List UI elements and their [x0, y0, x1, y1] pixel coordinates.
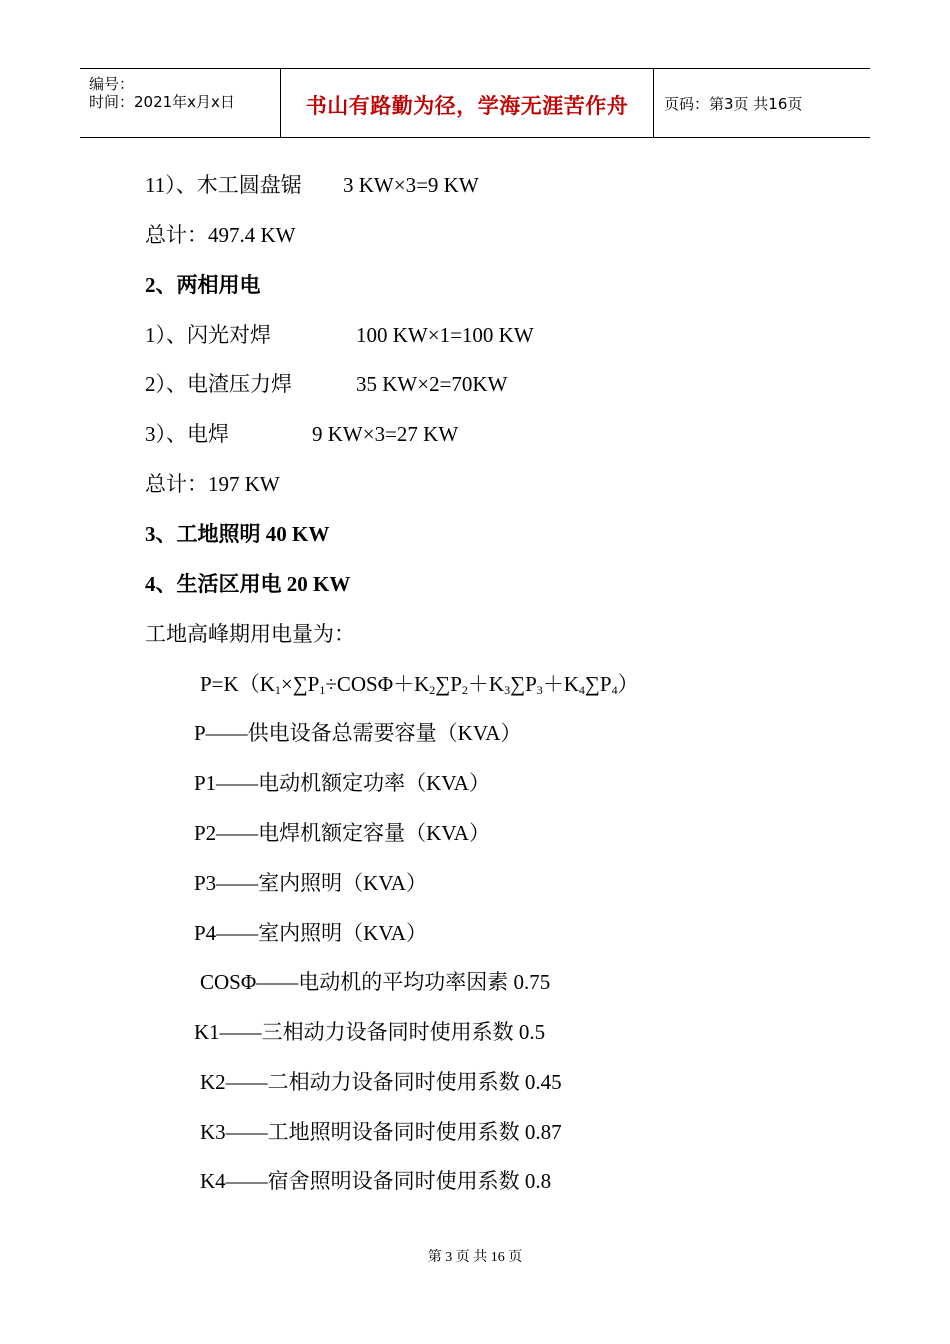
definition-line: K1——三相动力设备同时使用系数 0.5: [194, 1020, 546, 1044]
item-name: 1）、闪光对焊: [145, 323, 271, 347]
definition-line: K4——宿舍照明设备同时使用系数 0.8: [200, 1169, 552, 1193]
formula-part: ＋K: [542, 672, 579, 696]
formula-subscript: 4: [611, 683, 618, 697]
document-date-label: 时间：2021年x月x日: [89, 93, 235, 111]
item-value: 100 KW×1=100 KW: [356, 323, 534, 347]
formula-part: ×∑P: [280, 672, 320, 696]
definition-line: K3——工地照明设备同时使用系数 0.87: [200, 1120, 562, 1144]
item-value: 3 KW×3=9 KW: [343, 173, 479, 197]
formula-intro: 工地高峰期用电量为：: [145, 622, 355, 646]
formula-subscript: 2: [461, 683, 468, 697]
section-heading: 3、工地照明 40 KW: [145, 522, 330, 546]
formula-subscript: 1: [274, 683, 281, 697]
formula-subscript: 2: [429, 683, 436, 697]
peak-load-formula: [200, 671, 639, 703]
definition-line: P4——室内照明（KVA）: [194, 921, 427, 945]
definition-line: P1——电动机额定功率（KVA）: [194, 771, 490, 795]
header-meta-cell: [80, 69, 281, 137]
definition-line: K2——二相动力设备同时使用系数 0.45: [200, 1070, 562, 1094]
formula-subscript: 3: [504, 683, 511, 697]
formula-part: ÷COSΦ＋K: [325, 672, 430, 696]
definition-line: COSΦ——电动机的平均功率因素 0.75: [200, 970, 551, 994]
definition-line: P——供电设备总需要容量（KVA）: [194, 721, 522, 745]
formula-subscript: 1: [319, 683, 326, 697]
formula-part: ＋K: [467, 672, 505, 696]
item-name: 3）、电焊: [145, 422, 229, 446]
header-motto: 书山有路勤为径，学海无涯苦作舟: [305, 94, 629, 118]
formula-part: ∑P: [584, 672, 612, 696]
item-name: 11）、木工圆盘锯: [145, 173, 302, 197]
formula-subscript: 4: [578, 683, 585, 697]
header-motto-cell: [281, 69, 654, 137]
formula-subscript: 3: [536, 683, 543, 697]
page-header: [80, 68, 870, 138]
subtotal-line: 总计：497.4 KW: [145, 223, 296, 247]
definition-line: P2——电焊机额定容量（KVA）: [194, 821, 490, 845]
formula-part: ∑P: [510, 672, 537, 696]
section-heading: 4、生活区用电 20 KW: [145, 572, 351, 596]
item-value: 9 KW×3=27 KW: [312, 422, 459, 446]
item-line: [145, 421, 458, 447]
header-page-info: 页码：第3页 共16页: [664, 95, 803, 113]
item-line: [145, 322, 534, 348]
document-number-label: 编号：: [89, 75, 135, 93]
section-heading: 2、两相用电: [145, 273, 261, 297]
item-name: 2）、电渣压力焊: [145, 372, 292, 396]
item-line: [145, 172, 479, 198]
item-line: [145, 371, 507, 397]
page-footer: 第 3 页 共 16 页: [427, 1250, 523, 1265]
formula-part: P=K（K: [200, 672, 275, 696]
item-value: 35 KW×2=70KW: [356, 372, 508, 396]
formula-part: ∑P: [435, 672, 462, 696]
header-page-cell: [654, 69, 870, 137]
formula-part: ）: [617, 672, 639, 696]
definition-line: P3——室内照明（KVA）: [194, 871, 427, 895]
subtotal-line: 总计：197 KW: [145, 472, 280, 496]
